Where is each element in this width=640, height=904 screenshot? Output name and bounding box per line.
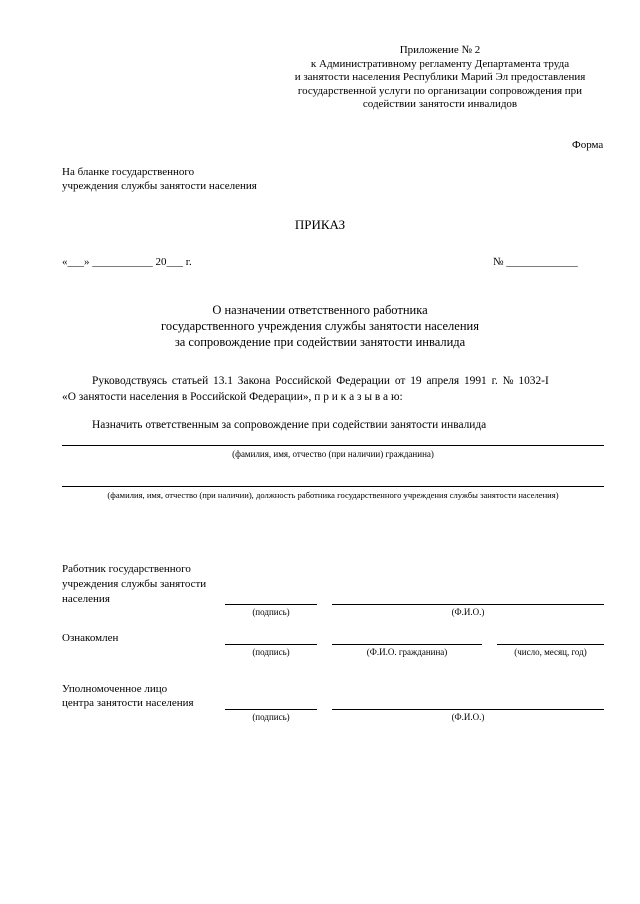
acquainted-signature-caption: (подпись) xyxy=(252,647,290,657)
appendix-line: к Административному регламенту Департамента труда xyxy=(310,57,570,70)
subject-line: за сопровождение при содействии занятости инвалида xyxy=(174,335,466,349)
form-label: Форма xyxy=(572,139,604,151)
worker-label: учреждения службы занятости xyxy=(62,578,207,590)
appendix-line: государственной услуги по организации сопровождения при xyxy=(297,84,583,97)
worker-name-line xyxy=(62,486,604,487)
acquainted-date-line xyxy=(497,644,604,645)
number-field: № _____________ xyxy=(493,256,578,268)
letterhead-line: учреждения службы занятости населения xyxy=(62,180,257,192)
authorized-fio-line xyxy=(332,709,604,710)
appendix-line: содействии занятости инвалидов xyxy=(362,98,518,111)
body-paragraph: Назначить ответственным за сопровождение при содействии занятости инвалида xyxy=(92,419,487,431)
acquainted-signature-line xyxy=(225,644,317,645)
letterhead-line: На бланке государственного xyxy=(62,166,195,178)
page-title: ПРИКАЗ xyxy=(294,217,346,232)
acquainted-fio-line xyxy=(332,644,482,645)
appendix-header xyxy=(270,44,610,112)
authorized-fio-caption: (Ф.И.О.) xyxy=(451,712,485,722)
authorized-signature-line xyxy=(225,709,317,710)
worker-name-caption: (фамилия, имя, отчество (при наличии), должность работника государственного учреждения службы занятости населения) xyxy=(107,490,559,500)
acquainted-fio-caption: (Ф.И.О. гражданина) xyxy=(366,647,448,657)
acquainted-label: Ознакомлен xyxy=(62,632,119,644)
authorized-label: Уполномоченное лицо xyxy=(62,683,168,695)
appendix-line: Приложение № 2 xyxy=(399,44,481,56)
worker-fio-caption: (Ф.И.О.) xyxy=(451,607,485,617)
body-paragraph-line: «О занятости населения в Российской Федерации», п р и к а з ы в а ю: xyxy=(62,391,403,403)
subject-line: государственного учреждения службы занятости населения xyxy=(161,319,479,333)
worker-label: Работник государственного xyxy=(62,563,191,575)
authorized-label: центра занятости населения xyxy=(62,697,194,709)
worker-label: населения xyxy=(62,593,110,605)
citizen-name-line xyxy=(62,445,604,446)
body-paragraph-line: Руководствуясь статьей 13.1 Закона Российской Федерации от 19 апреля 1991 г. № 1032-I xyxy=(92,375,549,387)
date-field: «___» ___________ 20___ г. xyxy=(62,256,192,268)
subject-line: О назначении ответственного работника xyxy=(212,303,428,317)
citizen-name-caption: (фамилия, имя, отчество (при наличии) гражданина) xyxy=(232,449,434,459)
worker-fio-line xyxy=(332,604,604,605)
appendix-line: и занятости населения Республики Марий Эл предоставления xyxy=(294,71,586,84)
acquainted-date-caption: (число, месяц, год) xyxy=(514,647,587,657)
worker-signature-line xyxy=(225,604,317,605)
worker-signature-caption: (подпись) xyxy=(252,607,290,617)
authorized-signature-caption: (подпись) xyxy=(252,712,290,722)
